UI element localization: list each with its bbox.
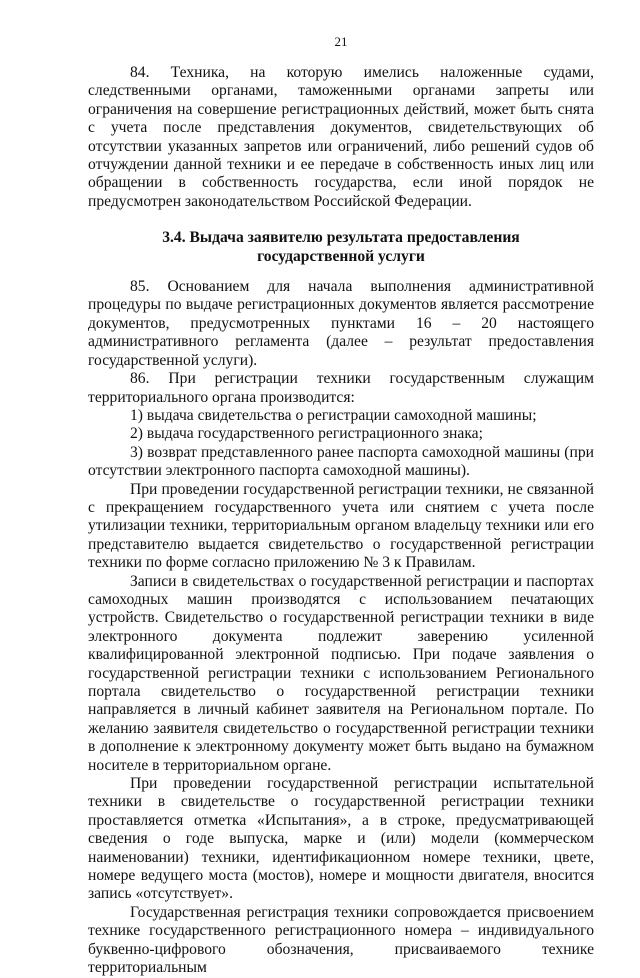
list-item-3: 3) возврат представленного ранее паспорта самоходной машины (при отсутствии электронного паспорта самоходной машины). [88,443,594,480]
section-heading-line-2: государственной услуги [257,247,425,265]
list-item-2: 2) выдача государственного регистрационного знака; [130,425,483,443]
paragraph-records: Записи в свидетельствах о государственной регистрации и паспортах самоходных машин производятся с использованием печатающих устройств. Свидетельство о государственной регистрации техники в виде электронного документа подлежит заверению усиленной квалифицированной электронной подписью. При подаче заявления о государственной регистрации техники с использованием Регионального портала свидетельство о государственной регистрации техники направляется в личный кабинет заявителя на Региональном портале. По желанию заявителя свидетельство о государственной регистрации техники в дополнение к электронному документу может быть выдано на бумажном носителе в территориальном органе. [88,572,594,774]
paragraph-84: 84. Техника, на которую имелись наложенные судами, следственными органами, таможенными органами запреты или ограничения на совершение регистрационных действий, может быть снята с учета после представления документов, свидетельствующих об отсутствии указанных запретов или ограничений, либо решений судов об отчуждении данной техники и ее передаче в собственность иных лиц или обращении в собственность государства, если иной порядок не предусмотрен законодательством Российской Федерации. [88,64,594,210]
list-item-1: 1) выдача свидетельства о регистрации самоходной машины; [130,406,537,424]
section-heading [88,229,594,266]
paragraph-test-equipment: При проведении государственной регистрации испытательной техники в свидетельстве о государственной регистрации техники проставляется отметка «Испытания», а в строке, предусматривающей сведения о годе выпуска, марке и (или) модели (коммерческом наименовании) техники, идентификационном номере техники, цвете, номере ведущего моста (мостов), номере и мощности двигателя, вносится запись «отсутствует». [88,775,594,903]
page-number: 21 [334,34,348,49]
paragraph-85: 85. Основанием для начала выполнения административной процедуры по выдаче регистрационных документов является рассмотрение документов, предусмотренных пунктами 16 – 20 настоящего административного регламента (далее – результат предоставления государственной услуги). [88,278,594,369]
section-heading-line-1: 3.4. Выдача заявителю результата предоставления [162,229,520,247]
paragraph-registration-number: Государственная регистрация техники сопровождается присвоением технике государственного регистрационного номера – индивидуального буквенно-цифрового обозначения, присваиваемого технике территориальным [88,903,594,977]
paragraph-registration: При проведении государственной регистрации техники, не связанной с прекращением государственного учета или снятием с учета после утилизации техники, территориальным органом владельцу техники или его представителю выдается свидетельство о государственной регистрации техники по форме согласно приложению № 3 к Правилам. [88,480,594,572]
paragraph-86: 86. При регистрации техники государственным служащим территориального органа производится: [88,370,594,406]
document-page [88,34,594,978]
